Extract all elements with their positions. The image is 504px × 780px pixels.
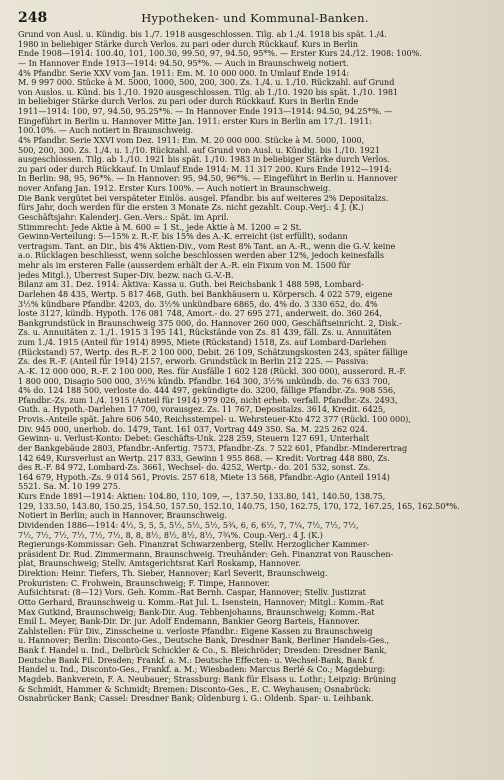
text-line: A.-K. 12 000 000, R.-F. 2 100 000, Res. für Ausfälle 1 602 128 (Rückl. 300 000), ausserord. R.-F. <box>18 366 407 376</box>
text-line: 1 800 000, Disagio 500 000, 3½% kündb. Pfandbr. 164 300, 3½% unkündb. do. 76 633 700, <box>18 376 391 386</box>
text-line: Kurs Ende 1891—1914: Aktien: 104.80, 110, 109, —, 137.50, 133.80, 141, 140.50, 138.75, <box>18 492 386 501</box>
text-line: 1980 in beliebiger Stärke durch Verlos. zu pari oder durch Rückkauf. Kurs in Berlin <box>18 39 358 49</box>
text-line: Magdeb. Bankverein, F. A. Neubauer; Strassburg: Bank für Elsass u. Lothr.; Leipzig: Brüning <box>18 674 397 684</box>
text-line: Darlehen 48 435, Wertp. 5 817 468, Guth. bei Bankhäusern u. Körpersch. 4 022 579, eigene <box>18 289 393 299</box>
text-line: 129, 133.50, 143.80, 150.25, 154.50, 157.50, 152.10, 140.75, 150, 162.75, 170, 172, 167.25, 165, 162.50*%. <box>18 501 460 511</box>
text-line: Direktion: Heinr. Tiefers, Th. Sieber, Hannover; Karl Severit, Braunschweig. <box>18 569 328 578</box>
text-line: nover Anfang Jan. 1912. Erster Kurs 100%. — Auch notiert in Braunschweig. <box>18 184 331 193</box>
text-line: loste 3127, kündb. Hypoth. 176 081 748, Amort.- do. 27 695 271, anderweit. do. 360 264, <box>18 309 383 319</box>
text-line: vertragsm. Tant. an Dir., bis 4% Aktien-Div., vom Rest 8% Tant. an A.-R., wenn die G.-V. keine <box>18 241 396 251</box>
text-line: 4% do. 124 188 500, verloste do. 444 497, gekündigte do. 3200, fällige Pfandbr.-Zs. 908 556, <box>18 386 396 396</box>
text-line: Notiert in Berlin; auch in Hannover, Braunschweig. <box>18 511 227 521</box>
text-line: Provis.-Anteile spät. Jahre 606 540, Reichsstempel- u. Wehrsteuer-Kto 472 377 (Rückl. 100 000), <box>18 415 411 424</box>
text-line: 4% Pfandbr. Serie XXV vom Jan. 1911: Em. M. 10 000 000. In Umlauf Ende 1914: <box>18 68 350 78</box>
text-line: Gewinn- u. Verlust-Konto: Debet: Geschäfts-Unk. 228 259, Steuern 127 691, Unterhalt <box>18 434 370 444</box>
text-line: 142 649, Kursverlust an Wertp. 217 833, Gewinn 1 955 868. — Kredit: Vortrag 448 880, Zs. <box>18 453 390 463</box>
running-title: Hypotheken- und Kommunal-Banken. <box>141 11 369 25</box>
text-line: Bankgrundstück in Braunschweig 375 000, do. Hannover 260 000, Geschäftseinricht. 2, Disk.- <box>18 318 402 328</box>
text-line: Guth. a. Hypoth.-Darlehen 17 700, vorausgez. Zs. 11 767, Depositalzs. 3614, Kredit. 6425, <box>18 405 386 415</box>
text-line: des R.-F. 84 972, Lombard-Zs. 3661, Wechsel- do. 4252, Wertp.- do. 201 532, sonst. Zs. <box>18 463 371 473</box>
text-line: Die Bank vergütet bei verspäteter Einlös. ausgel. Pfandbr. bis auf weiteres 2% Depositalzs. <box>18 193 389 203</box>
text-line: 164 679, Hypoth.-Zs. 9 014 561, Provis. 257 618, Miete 13 568, Pfandbr.-Agio (Anteil 1914) <box>18 472 390 482</box>
text-line: — In Hannover Ende 1913—1914: 94.50, 95*%. — Auch in Braunschweig notiert. <box>18 58 349 68</box>
text-line: 100.10%. — Auch notiert in Braunschweig. <box>18 126 194 136</box>
text-line: Ende 1908—1914: 100.40, 101, 100.30, 99.50, 97, 94.50, 95*%. — Erster Kurs 24./12. 1908: 100%. <box>18 49 422 59</box>
text-line: (Rückstand) 57, Wertp. des R.-F. 2 100 000, Debit. 26 109, Schätzungskosten 243, später fällige <box>18 347 408 357</box>
text-line: Eingeführt in Berlin u. Hannover Mitte Jan. 1911: erster Kurs in Berlin am 17./1. 1911: <box>18 116 373 126</box>
text-line: In Berlin: 98, 95, 96*%. — In Hannover: 95, 94.50, 96*%. — Eingeführt in Berlin u. Hannover <box>18 174 398 184</box>
text-line: Gewinn-Verteilung: 5—15% z. R.-F. bis 15% des A.-K. erreicht (ist erfüllt), sodann <box>18 232 348 242</box>
text-line: mehr als im ersteren Falle (ausserdem erhält der A.-R. ein Fixum von M. 1500 für <box>18 261 351 270</box>
text-line: 4% Pfandbr. Serie XXVI vom Dez. 1911: Em. M. 20 000 000. Stücke à M. 5000, 1000, <box>18 135 365 145</box>
text-line: Zahlstellen: Für Div., Zinsscheine u. verloste Pfandbr.: Eigene Kassen zu Braunschweig <box>18 626 373 636</box>
text-line: Zs. des R.-F. (Anteil für 1914) 2157, erworb. Grundstück in Berlin 212 225. — Passiva: <box>18 357 369 367</box>
text-line: Bank f. Handel u. Ind., Delbrück Schickler & Co., S. Bleichröder; Dresden: Dresdner Bank, <box>18 646 387 655</box>
text-line: der Bankgebäude 2803, Pfandbr.-Anfertig. 7573, Pfandbr.-Zs. 7 522 601, Pfandbr.-Minderertrag <box>18 443 408 453</box>
text-line: 1911—1914: 100, 97, 94.50, 95.25*%. — In Hannover Ende 1913—1914: 94.50, 94.25*%. — <box>18 107 393 116</box>
text-line: in beliebiger Stärke durch Verlos. zu pari oder durch Rückkauf. Kurs in Berlin Ende <box>18 97 359 107</box>
text-line: Regierungs-Kommissar: Geh. Finanzrat Schwarzenberg, Stellv. Herzoglicher Kammer- <box>18 540 370 550</box>
text-line: Aufsichtsrat: (8—12) Vors. Geh. Komm.-Rat Bernh. Caspar, Hannover; Stellv. Justizrat <box>18 588 366 598</box>
text-line: Emil L. Meyer, Bank-Dir. Dr. jur. Adolf Endemann, Bankier Georg Barteis, Hannover. <box>18 617 360 627</box>
text-line: Zs. u. Annuitäten z. 1./1. 1915 3 195 141, Rückstände von Zs. 81 439, fäll. Zs. u. Annuitäten <box>18 328 392 338</box>
text-line: von Auslos. u. Künd. bis 1./10. 1920 ausgeschlossen. Tilg. ab 1./10. 1920 bis spät. 1./10. 1981 <box>18 87 399 97</box>
text-line: ausgeschlossen. Tilg. ab 1./10. 1921 bis spät. 1./10. 1983 in beliebiger Stärke durch Verlos. <box>18 155 390 165</box>
text-line: Prokuristen: C. Frohwein, Braunschweig; F. Timpe, Hannover. <box>18 578 270 588</box>
text-line: Handel u. Ind., Disconto-Ges., Frankf. a. M.; Wiesbaden: Marcus Berlé & Co.; Magdeburg: <box>18 665 386 675</box>
text-line: 5521. Sa. M. 10 199 275. <box>18 482 121 492</box>
text-line: präsident Dr. Rud. Zimmermann, Braunschweig. Treuhänder: Geh. Finanzrat von Rauschen- <box>18 549 394 559</box>
text-line: Deutsche Bank Fil. Dresden; Frankf. a. M.: Deutsche Effecten- u. Wechsel-Bank, Bank f. <box>18 655 375 665</box>
text-line: Dividenden 1886—1914: 4½, 5, 5, 5, 5½, 5½, 5½, 5¾, 6, 6, 6½, 7, 7¼, 7½, 7½, 7½, <box>18 520 359 530</box>
text-line: & Schmidt, Hammer & Schmidt; Bremen: Disconto-Ges., E. C. Weyhausen; Osnabrück: <box>18 684 371 694</box>
text-line: Geschäftsjahr: Kalenderj. Gen.-Vers.: Spät. im April. <box>18 212 229 222</box>
text-line: jedes Mitgl.), Überrest Super-Div. bezw. nach G.-V.-B. <box>18 270 234 280</box>
text-line: zum 1./4. 1915 (Anteil für 1914) 8995, Miete (Rückstand) 1518, Zs. auf Lombard-Darlehen <box>18 338 387 347</box>
text-line: Pfandbr.-Zs. zum 1./4. 1915 (Anteil für 1914) 979 026, nicht erheb. verfall. Pfandbr.-Zs. 2493, <box>18 395 398 405</box>
text-line: Osnabrücker Bank; Cassel: Dresdner Bank; Oldenburg i. G.: Oldenb. Spar- u. Leihbank. <box>18 694 374 704</box>
text-line: Stimmrecht: Jede Aktie à M. 600 = 1 St., jede Aktie à M. 1200 = 2 St. <box>18 222 302 232</box>
text-line: a.o. Rücklagen beschliesst, wenn solche beschlossen werden aber 12%, jedoch keinesfalls <box>18 251 385 261</box>
text-line: u. Hannover; Berlin: Disconto-Ges., Deutsche Bank, Dresdner Bank, Berliner Handels-Ges., <box>18 636 390 646</box>
text-line: Bilanz am 31. Dez. 1914: Aktiva: Kassa u. Guth. bei Reichsbank 1 488 598, Lombard- <box>18 280 364 290</box>
text-line: zu pari oder durch Rückkauf. In Umlauf Ende 1914: M. 11 317 200. Kurs Ende 1912—1914: <box>18 164 392 174</box>
text-line: plat, Braunschweig; Stellv. Amtsgerichtsrat Karl Roskamp, Hannover. <box>18 559 301 569</box>
text-line: Otto Gerhard, Braunschweig u. Komm.-Rat Jul. L. Isenstein, Hannover; Mitgl.: Komm.-Rat <box>18 597 384 607</box>
page-header <box>18 10 492 26</box>
text-line: M. 9 997 000. Stücke à M. 5000, 1000, 500, 200, 300. Zs. 1./4. u. 1./10. Rückzahl. auf Grund <box>18 78 395 88</box>
text-line: 7½, 7½, 7½, 7½, 7½, 7½, 8, 8, 8½, 8½, 8½, 8½, 7¾%. Coup.-Verj.: 4 J. (K.) <box>18 530 323 540</box>
text-line: Max Gutkind, Braunschweig; Bank-Dir. Aug. Tebbenjohanns, Braunschweig; Komm.-Rat <box>18 607 375 617</box>
text-line: Div. 945 000, unerhob. do. 1479, Tant. 161 037, Vortrag 449 350. Sa. M. 225 262 024. <box>18 424 368 434</box>
text-line: fürs Jahr, doch werden für die ersten 3 Monate Zs. nicht gezahlt. Coup.-Verj.: 4 J. (K.) <box>18 203 364 213</box>
text-line: 3½% kündbare Pfandbr. 4203, do. 3½% unkündbare 6865, do. 4% do. 3 330 652, do. 4% <box>18 299 378 309</box>
page-number: 248 <box>18 10 48 26</box>
body-text <box>18 30 492 704</box>
text-line: 500, 200, 300. Zs. 1./4. u. 1./10. Rückzahl. auf Grund von Ausl. u. Kündig. bis 1./10. 1921 <box>18 145 380 155</box>
text-line: Grund von Ausl. u. Kündig. bis 1./7. 1918 ausgeschlossen. Tilg. ab 1./4. 1918 bis spät. 1./4. <box>18 30 387 39</box>
